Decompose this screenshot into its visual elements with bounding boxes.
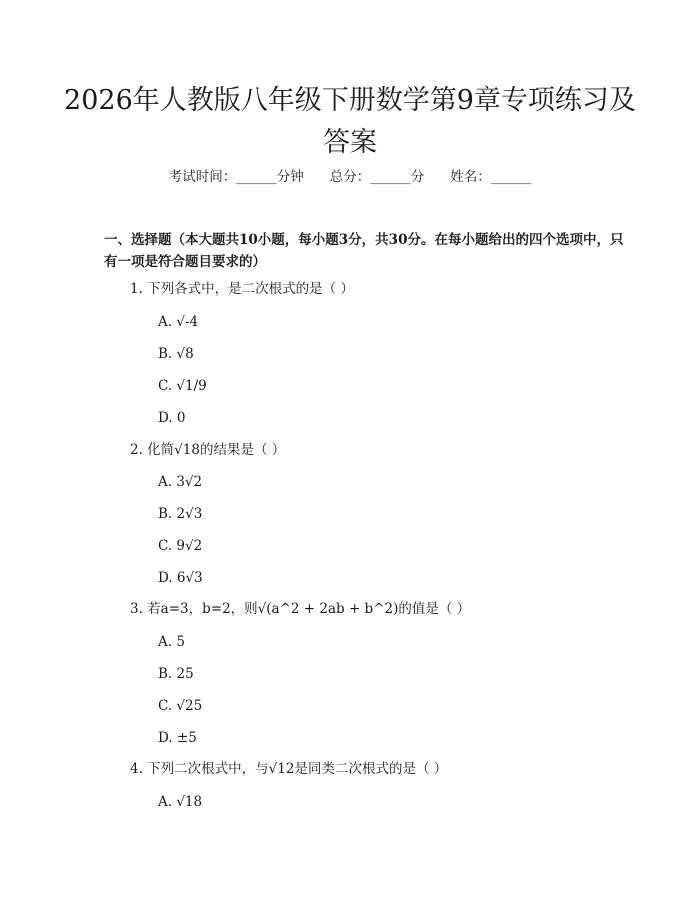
- option: C. √25: [158, 698, 203, 714]
- option: C. √1/9: [158, 378, 207, 394]
- question-stem: 1. 下列各式中，是二次根式的是（ ）: [130, 281, 354, 297]
- option: D. 6√3: [158, 570, 203, 586]
- document-title: 2026年人教版八年级下册数学第9章专项练习及答案: [64, 85, 636, 158]
- option: A. √-4: [158, 314, 199, 330]
- option: D. ±5: [158, 730, 197, 746]
- option: A. √18: [158, 794, 203, 810]
- option: A. 3√2: [158, 474, 203, 490]
- question-stem: 4. 下列二次根式中，与√12是同类二次根式的是（ ）: [130, 761, 448, 777]
- exam-meta: [0, 166, 700, 188]
- option: A. 5: [158, 634, 185, 650]
- question-stem: 2. 化简√18的结果是（ ）: [130, 442, 286, 458]
- option: C. 9√2: [158, 538, 203, 554]
- option: D. 0: [158, 410, 186, 426]
- section-heading: 一、选择题（本大题共10小题，每小题3分，共30分。在每小题给出的四个选项中，只有一项是符合题目要求的）: [104, 232, 624, 270]
- exam-time: 考试时间：______分钟: [168, 169, 304, 185]
- option: B. √8: [158, 346, 194, 362]
- option: B. 2√3: [158, 506, 203, 522]
- option: B. 25: [158, 666, 194, 682]
- question-stem: 3. 若a=3，b=2，则√(a^2 + 2ab + b^2)的值是（ ）: [130, 601, 471, 617]
- student-name: 姓名：______: [450, 169, 532, 185]
- total-score: 总分：______分: [329, 169, 425, 185]
